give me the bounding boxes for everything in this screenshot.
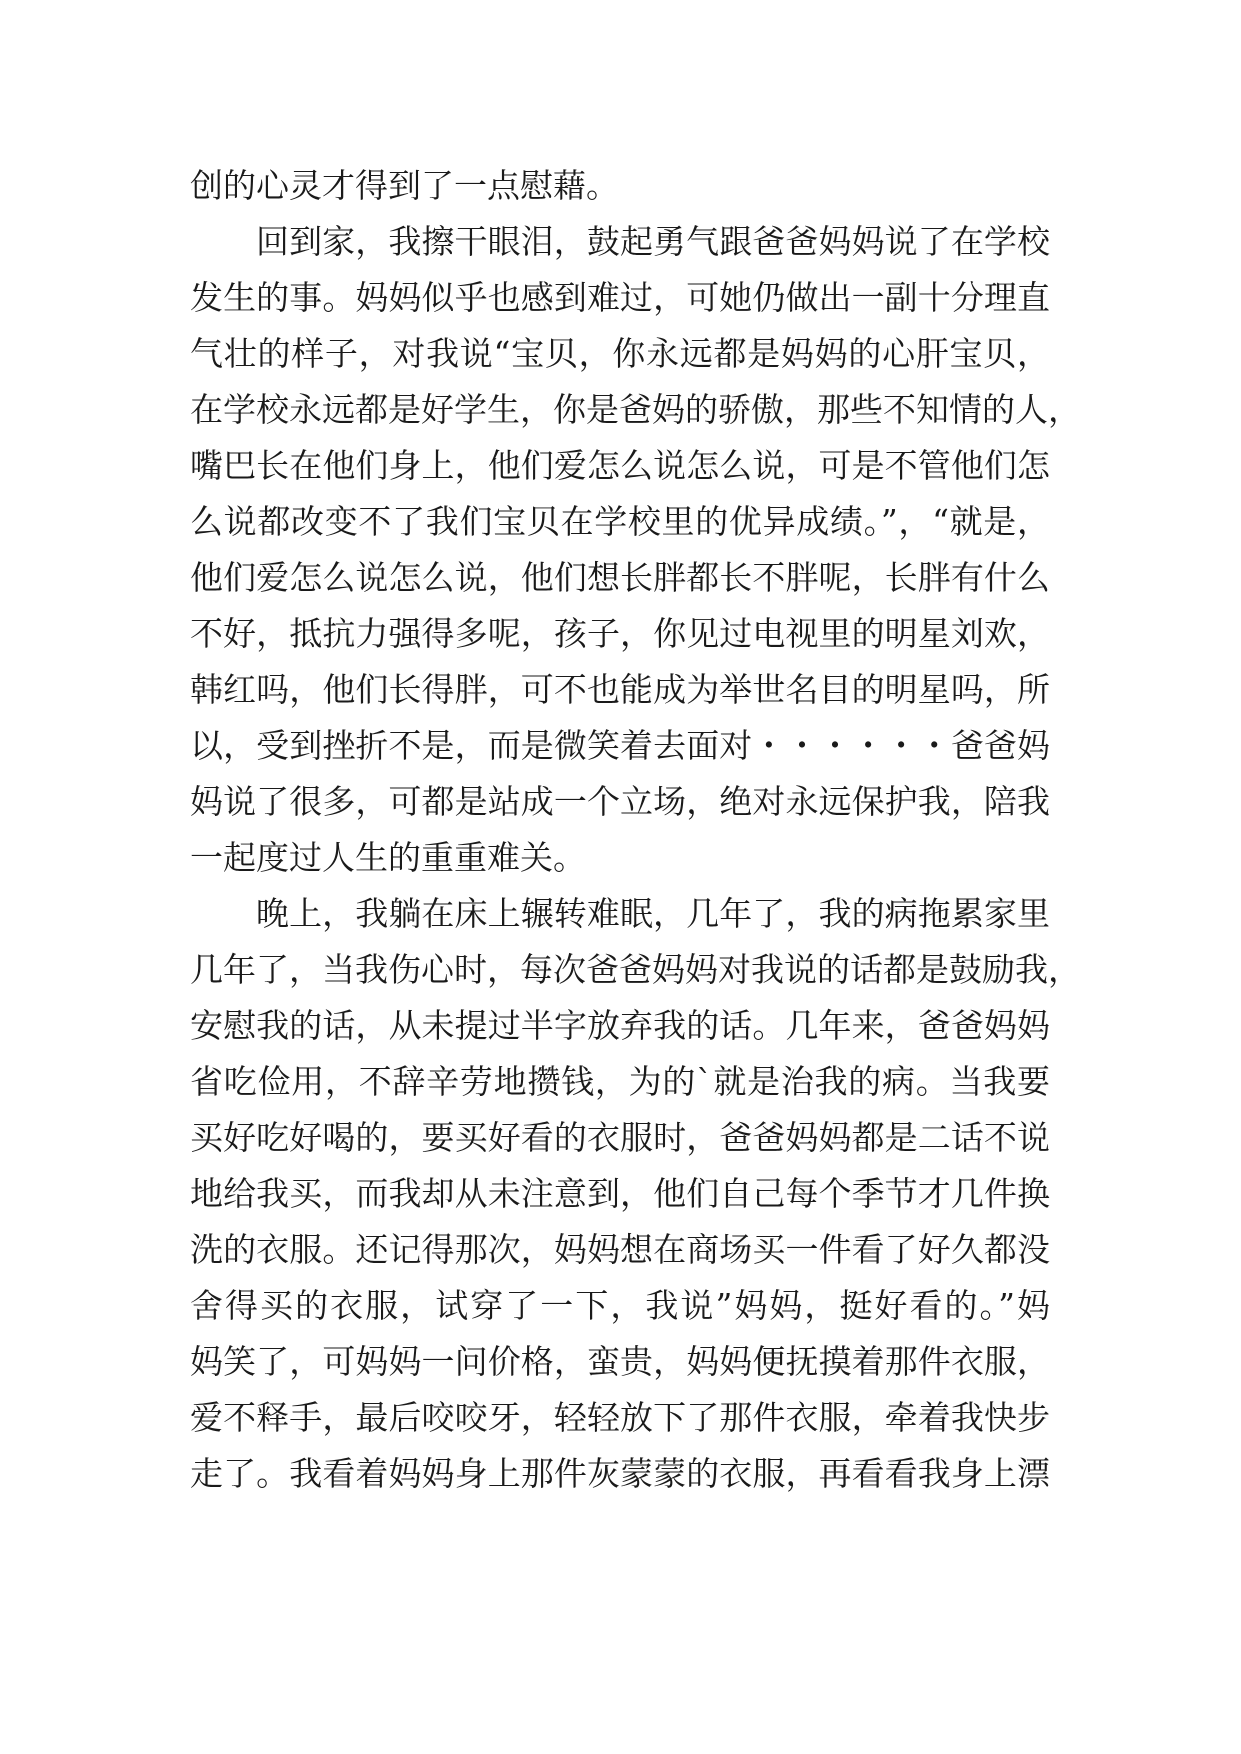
text-line: 气壮的样子，对我说“宝贝，你永远都是妈妈的心肝宝贝， xyxy=(190,334,1050,373)
text-line: 嘴巴长在他们身上，他们爱怎么说怎么说，可是不管他们怎 xyxy=(190,446,1050,485)
text-line: 在学校永远都是好学生，你是爸妈的骄傲，那些不知情的人， xyxy=(190,390,1081,429)
text-line: 走了。我看着妈妈身上那件灰蒙蒙的衣服，再看看我身上漂 xyxy=(190,1454,1050,1493)
text-line: 买好吃好喝的，要买好看的衣服时，爸爸妈妈都是二话不说 xyxy=(190,1118,1050,1157)
text-line: 他们爱怎么说怎么说，他们想长胖都长不胖呢，长胖有什么 xyxy=(190,558,1050,597)
text-line: 爱不释手，最后咬咬牙，轻轻放下了那件衣服，牵着我快步 xyxy=(190,1398,1050,1437)
body-text xyxy=(190,158,1081,1502)
text-line: 省吃俭用，不辞辛劳地攒钱，为的`就是治我的病。当我要 xyxy=(190,1062,1050,1101)
text-line: 韩红吗，他们长得胖，可不也能成为举世名目的明星吗，所 xyxy=(190,670,1050,709)
text-line: 妈笑了，可妈妈一问价格，蛮贵，妈妈便抚摸着那件衣服， xyxy=(190,1342,1050,1381)
text-line: 么说都改变不了我们宝贝在学校里的优异成绩。”，“就是， xyxy=(190,502,1050,541)
text-line: 发生的事。妈妈似乎也感到难过，可她仍做出一副十分理直 xyxy=(190,278,1050,317)
text-line: 妈说了很多，可都是站成一个立场，绝对永远保护我，陪我 xyxy=(190,782,1050,821)
text-line: 地给我买，而我却从未注意到，他们自己每个季节才几件换 xyxy=(190,1174,1050,1213)
text-line: 不好，抵抗力强得多呢，孩子，你见过电视里的明星刘欢， xyxy=(190,614,1050,653)
text-line: 几年了，当我伤心时，每次爸爸妈妈对我说的话都是鼓励我， xyxy=(190,950,1081,989)
text-line: 舍得买的衣服，试穿了一下，我说”妈妈，挺好看的。”妈 xyxy=(190,1286,1050,1325)
paragraph-first-line: 晚上，我躺在床上辗转难眠，几年了，我的病拖累家里 xyxy=(256,894,1050,933)
text-line: 以，受到挫折不是，而是微笑着去面对・・・・・・爸爸妈 xyxy=(190,726,1050,765)
text-line: 安慰我的话，从未提过半字放弃我的话。几年来，爸爸妈妈 xyxy=(190,1006,1050,1045)
text-line: 洗的衣服。还记得那次，妈妈想在商场买一件看了好久都没 xyxy=(190,1230,1050,1269)
paragraph-first-line: 回到家，我擦干眼泪，鼓起勇气跟爸爸妈妈说了在学校 xyxy=(256,222,1050,261)
text-line: 一起度过人生的重重难关。 xyxy=(190,838,586,877)
text-line: 创的心灵才得到了一点慰藉。 xyxy=(190,166,619,205)
